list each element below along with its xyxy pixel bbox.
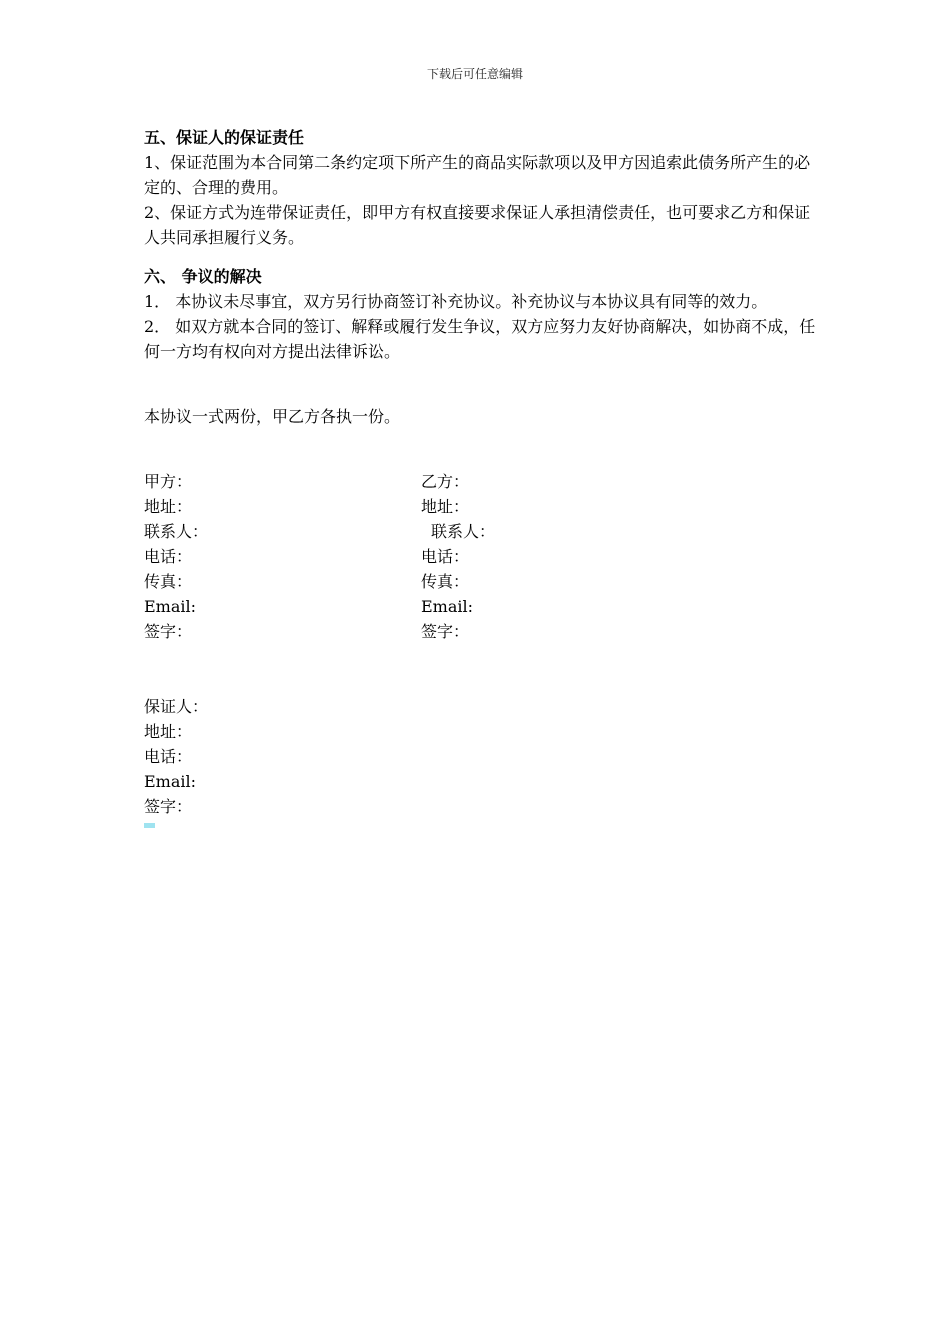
guarantor-block (144, 694, 824, 828)
copies-statement: 本协议一式两份，甲乙方各执一份。 (144, 407, 401, 426)
party-b-address: 地址： (421, 497, 470, 516)
party-b-fax: 传真： (421, 572, 470, 591)
text-cursor-marker (144, 823, 155, 828)
party-a-address: 地址： (144, 497, 193, 516)
party-a-phone: 电话： (144, 547, 193, 566)
section-5-title: 五、保证人的保证责任 (144, 128, 305, 147)
party-a-email: Email: (144, 597, 197, 616)
party-b-signature: 签字： (421, 622, 470, 641)
party-a-contact: 联系人： (144, 522, 209, 541)
party-a-signature: 签字： (144, 622, 193, 641)
section-6-title: 六、 争议的解决 (144, 267, 262, 286)
party-signature-block (144, 469, 824, 644)
guarantor-phone: 电话： (144, 747, 193, 766)
party-a-fax: 传真： (144, 572, 193, 591)
section-5-paragraph-1: 1、保证范围为本合同第二条约定项下所产生的商品实际款项以及甲方因追索此债务所产生的必定的、合理的费用。 (144, 153, 811, 197)
party-b-name: 乙方： (421, 472, 470, 491)
section-6-paragraph-1: 1． 本协议未尽事宜，双方另行协商签订补充协议。补充协议与本协议具有同等的效力。 (144, 292, 768, 311)
guarantor-name: 保证人： (144, 697, 209, 716)
guarantor-signature: 签字： (144, 797, 193, 816)
party-b-column (421, 469, 495, 644)
section-6-paragraph-2: 2． 如双方就本合同的签订、解释或履行发生争议，双方应努力友好协商解决，如协商不成，任何一方均有权向对方提出法律诉讼。 (144, 317, 816, 361)
guarantor-address: 地址： (144, 722, 193, 741)
guarantor-email: Email: (144, 772, 197, 791)
section-5-paragraph-2: 2、保证方式为连带保证责任，即甲方有权直接要求保证人承担清偿责任，也可要求乙方和保证人共同承担履行义务。 (144, 203, 811, 247)
party-a-column (144, 469, 208, 644)
party-b-phone: 电话： (421, 547, 470, 566)
document-body (144, 126, 824, 828)
party-b-email: Email: (421, 597, 474, 616)
party-a-name: 甲方： (144, 472, 193, 491)
party-b-contact: 联系人： (431, 522, 496, 541)
header-note: 下载后可任意编辑 (426, 67, 523, 81)
